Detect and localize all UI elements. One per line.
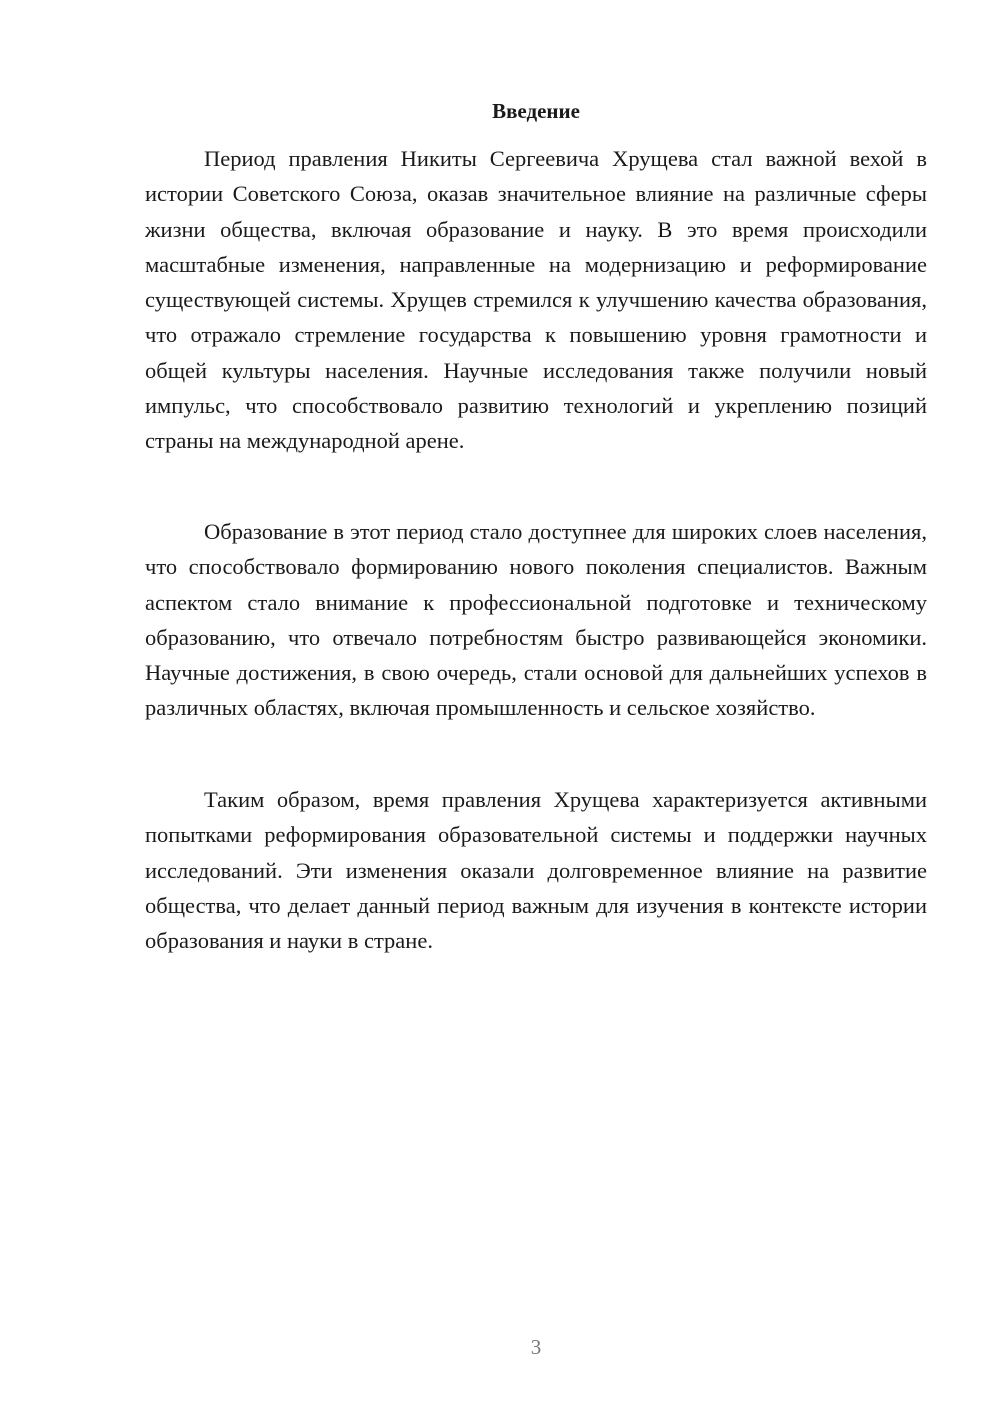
section-heading: Введение — [492, 99, 580, 123]
paragraph-3: Таким образом, время правления Хрущева характеризуется активными попытками реформирования образовательной системы и поддержки научных исследований. Эти изменения оказали долговременное влияние на развитие общества, что делает данный период важным для изучения в контексте истории образования и науки в стране. — [145, 787, 927, 954]
page-number: 3 — [530, 1335, 542, 1359]
paragraph-2: Образование в этот период стало доступнее для широких слоев населения, что способствовало формированию нового поколения специалистов. Важным аспектом стало внимание к профессиональной подготовке и техническому образованию, что отвечало потребностям быстро развивающейся экономики. Научные достижения, в свою очередь, стали основой для дальнейших успехов в различных областях, включая промышленность и сельское хозяйство. — [145, 519, 927, 721]
paragraph-1: Период правления Никиты Сергеевича Хрущева стал важной вехой в истории Советского Союза, оказав значительное влияние на различные сферы жизни общества, включая образование и науку. В это время происходили масштабные изменения, направленные на модернизацию и реформирование существующей системы. Хрущев стремился к улучшению качества образования, что отражало стремление государства к повышению уровня грамотности и общей культуры населения. Научные исследования также получили новый импульс, что способствовало развитию технологий и укреплению позиций страны на международной арене. — [145, 146, 927, 454]
